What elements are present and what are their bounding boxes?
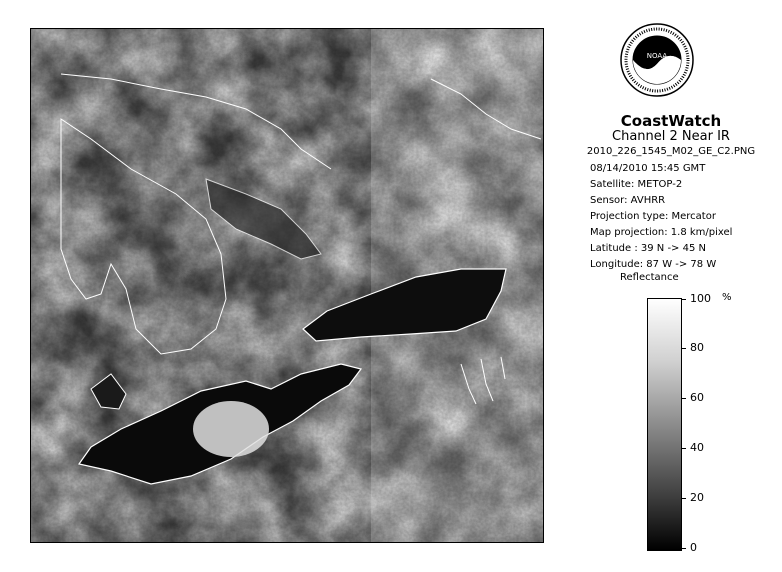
scale-tick [681,348,686,349]
erie-cloud [193,401,269,457]
noaa-logo [618,20,696,110]
latitude-label: Latitude : 39 N -> 45 N [590,243,706,254]
scale-tick-label: 20 [690,491,704,504]
scale-tick [681,448,686,449]
satellite-image-map [30,28,544,543]
satellite-label: Satellite: METOP-2 [590,179,683,190]
sensor-label: Sensor: AVHRR [590,195,666,206]
logo-text: NOAA [646,52,668,60]
reflectance-colorbar [647,298,682,551]
scale-tick [681,299,686,300]
scale-tick-label: 40 [690,441,704,454]
map-canvas [31,29,543,542]
scale-tick-label: 0 [690,541,697,554]
scale-title: Reflectance [620,272,679,283]
scale-tick-label: 60 [690,391,704,404]
scale-tick [681,398,686,399]
longitude-label: Longitude: 87 W -> 78 W [590,259,717,270]
scale-tick [681,548,686,549]
app-title: CoastWatch [620,112,722,130]
scale-tick-label: 80 [690,341,704,354]
image-filename: 2010_226_1545_M02_GE_C2.PNG [586,146,756,157]
scale-unit: % [722,292,732,303]
scale-tick-label: 100 [690,292,711,305]
image-datetime: 08/14/2010 15:45 GMT [590,163,706,174]
map-projection-label: Map projection: 1.8 km/pixel [590,227,733,238]
channel-subtitle: Channel 2 Near IR [612,129,730,144]
projection-type-label: Projection type: Mercator [590,211,716,222]
scale-tick [681,498,686,499]
